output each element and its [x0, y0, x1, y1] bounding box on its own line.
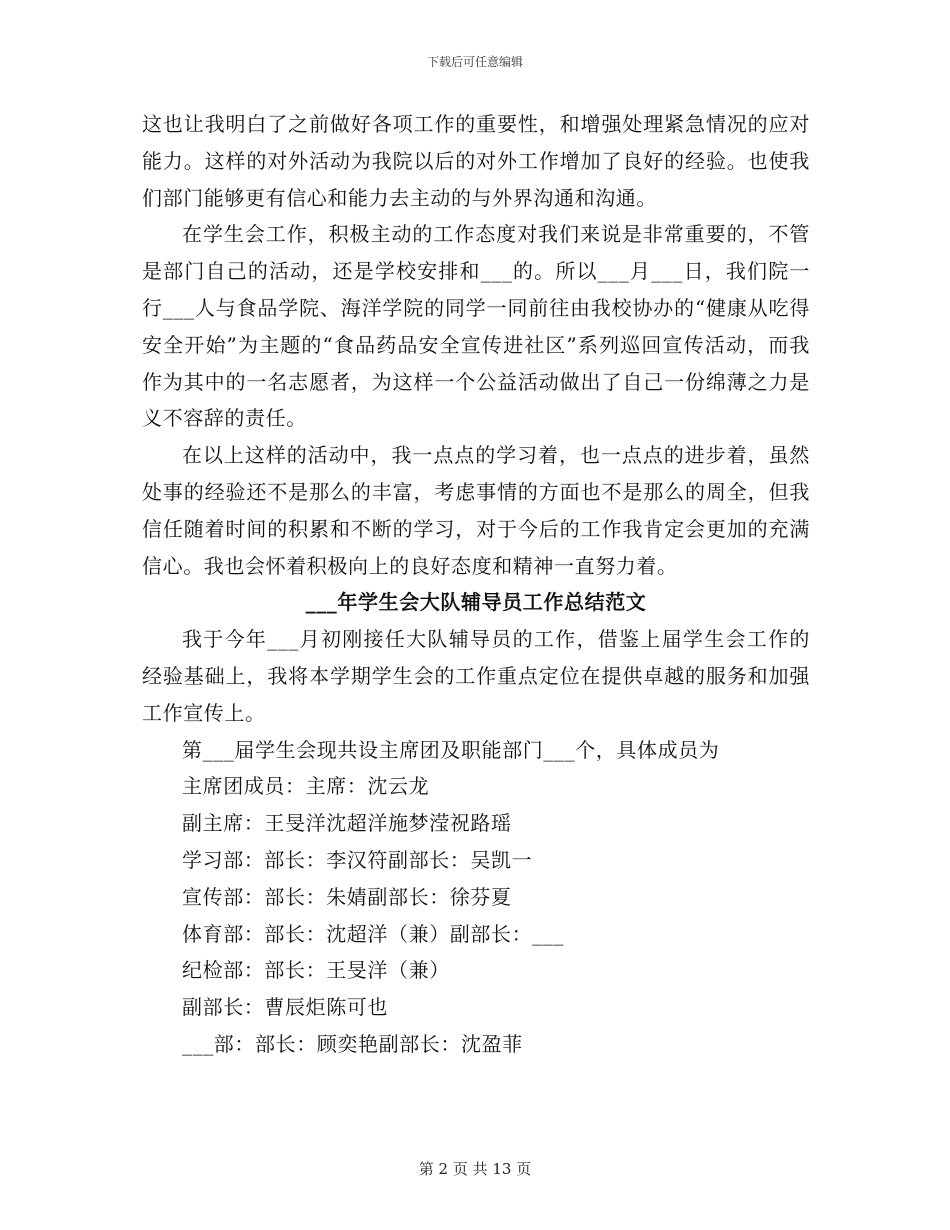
paragraph-1: 这也让我明白了之前做好各项工作的重要性，和增强处理紧急情况的应对能力。这样的对外活动为我院以后的对外工作增加了良好的经验。也使我们部门能够更有信心和能力去主动的与外界沟通和沟通。 — [142, 112, 810, 210]
member-line-2: 副主席：王旻洋沈超洋施梦滢祝路瑶 — [182, 811, 512, 836]
member-line-7: 副部长：曹辰炬陈可也 — [182, 995, 388, 1020]
member-line-5: 体育部：部长：沈超洋（兼）副部长：___ — [182, 921, 564, 946]
paragraph-4: 我于今年___月初刚接任大队辅导员的工作，借鉴上届学生会工作的经验基础上，我将本学期学生会的工作重点定位在提供卓越的服务和加强工作宣传上。 — [142, 627, 810, 725]
section-heading: ___年学生会大队辅导员工作总结范文 — [305, 590, 647, 615]
member-line-3: 学习部：部长：李汉符副部长：吴凯一 — [182, 847, 533, 872]
page-header-note: 下载后可任意编辑 — [426, 55, 523, 69]
member-line-4: 宣传部：部长：朱婧副部长：徐芬夏 — [182, 884, 512, 909]
member-line-1: 主席团成员：主席：沈云龙 — [182, 774, 430, 799]
member-line-8: ___部：部长：顾奕艳副部长：沈盈菲 — [182, 1031, 523, 1056]
paragraph-5: 第___届学生会现共设主席团及职能部门___个，具体成员为 — [182, 737, 720, 762]
paragraph-2: 在学生会工作，积极主动的工作态度对我们来说是非常重要的，不管是部门自己的活动，还是学校安排和___的。所以___月___日，我们院一行___人与食品学院、海洋学院的同学一同前往由我校协办的“健康从吃得安全开始”为主题的“食品药品安全宣传进社区”系列巡回宣传活动，而我作为其中的一名志愿者，为这样一个公益活动做出了自己一份绵薄之力是义不容辞的责任。 — [142, 222, 810, 431]
document-body — [142, 106, 810, 1063]
page-number: 第 2 页 共 13 页 — [418, 1160, 532, 1178]
paragraph-3: 在以上这样的活动中，我一点点的学习着，也一点点的进步着，虽然处事的经验还不是那么的丰富，考虑事情的方面也不是那么的周全，但我信任随着时间的积累和不断的学习，对于今后的工作我肯定会更加的充满信心。我也会怀着积极向上的良好态度和精神一直努力着。 — [142, 443, 810, 578]
member-line-6: 纪检部：部长：王旻洋（兼） — [182, 958, 450, 983]
